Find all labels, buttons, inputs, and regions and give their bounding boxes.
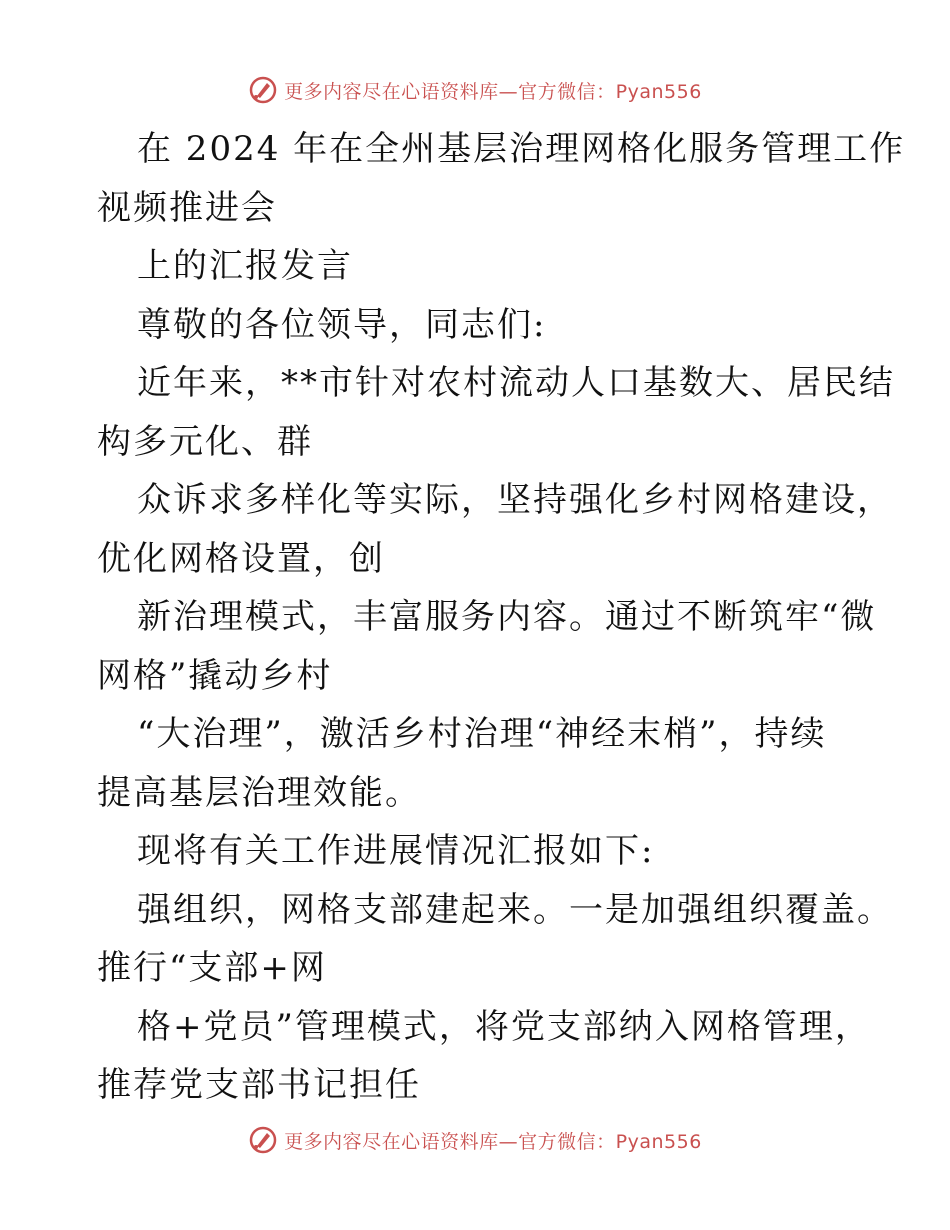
text-line: 优化网格设置，创 [97, 538, 385, 579]
text-line: 网格”撬动乡村 [97, 655, 333, 696]
text-line: 强组织，网格支部建起来。一是加强组织覆盖。 [137, 889, 893, 930]
text-line: 众诉求多样化等实际，坚持强化乡村网格建设， [137, 480, 893, 520]
footer-watermark [0, 1122, 950, 1158]
watermark-text: 更多内容尽在心语资料库—官方微信：Pyan556 [284, 1130, 702, 1153]
document-body [97, 120, 906, 1115]
pen-nib-logo-icon [248, 75, 278, 105]
text-line: 视频推进会 [97, 187, 277, 228]
text-line: 近年来，**市针对农村流动人口基数大、居民结 [137, 363, 895, 403]
text-line: 尊敬的各位领导，同志们: [137, 304, 547, 345]
text-line: 构多元化、群 [97, 421, 313, 462]
watermark-text: 更多内容尽在心语资料库—官方微信：Pyan556 [284, 80, 702, 103]
text-line: 在 2024 年在全州基层治理网格化服务管理工作 [137, 129, 906, 169]
text-line: 推行“支部+网 [97, 948, 327, 988]
text-line: 推荐党支部书记担任 [97, 1065, 421, 1105]
text-line: “大治理”，激活乡村治理“神经末梢”，持续 [137, 714, 827, 754]
text-line: 提高基层治理效能。 [97, 772, 421, 813]
text-line: 现将有关工作进展情况汇报如下: [137, 831, 655, 871]
pen-nib-logo-icon [248, 1125, 278, 1155]
header-watermark [0, 72, 950, 108]
text-line: 格+党员”管理模式，将党支部纳入网格管理， [137, 1006, 871, 1047]
text-line: 上的汇报发言 [137, 246, 353, 286]
text-line: 新治理模式，丰富服务内容。通过不断筑牢“微 [137, 597, 877, 637]
